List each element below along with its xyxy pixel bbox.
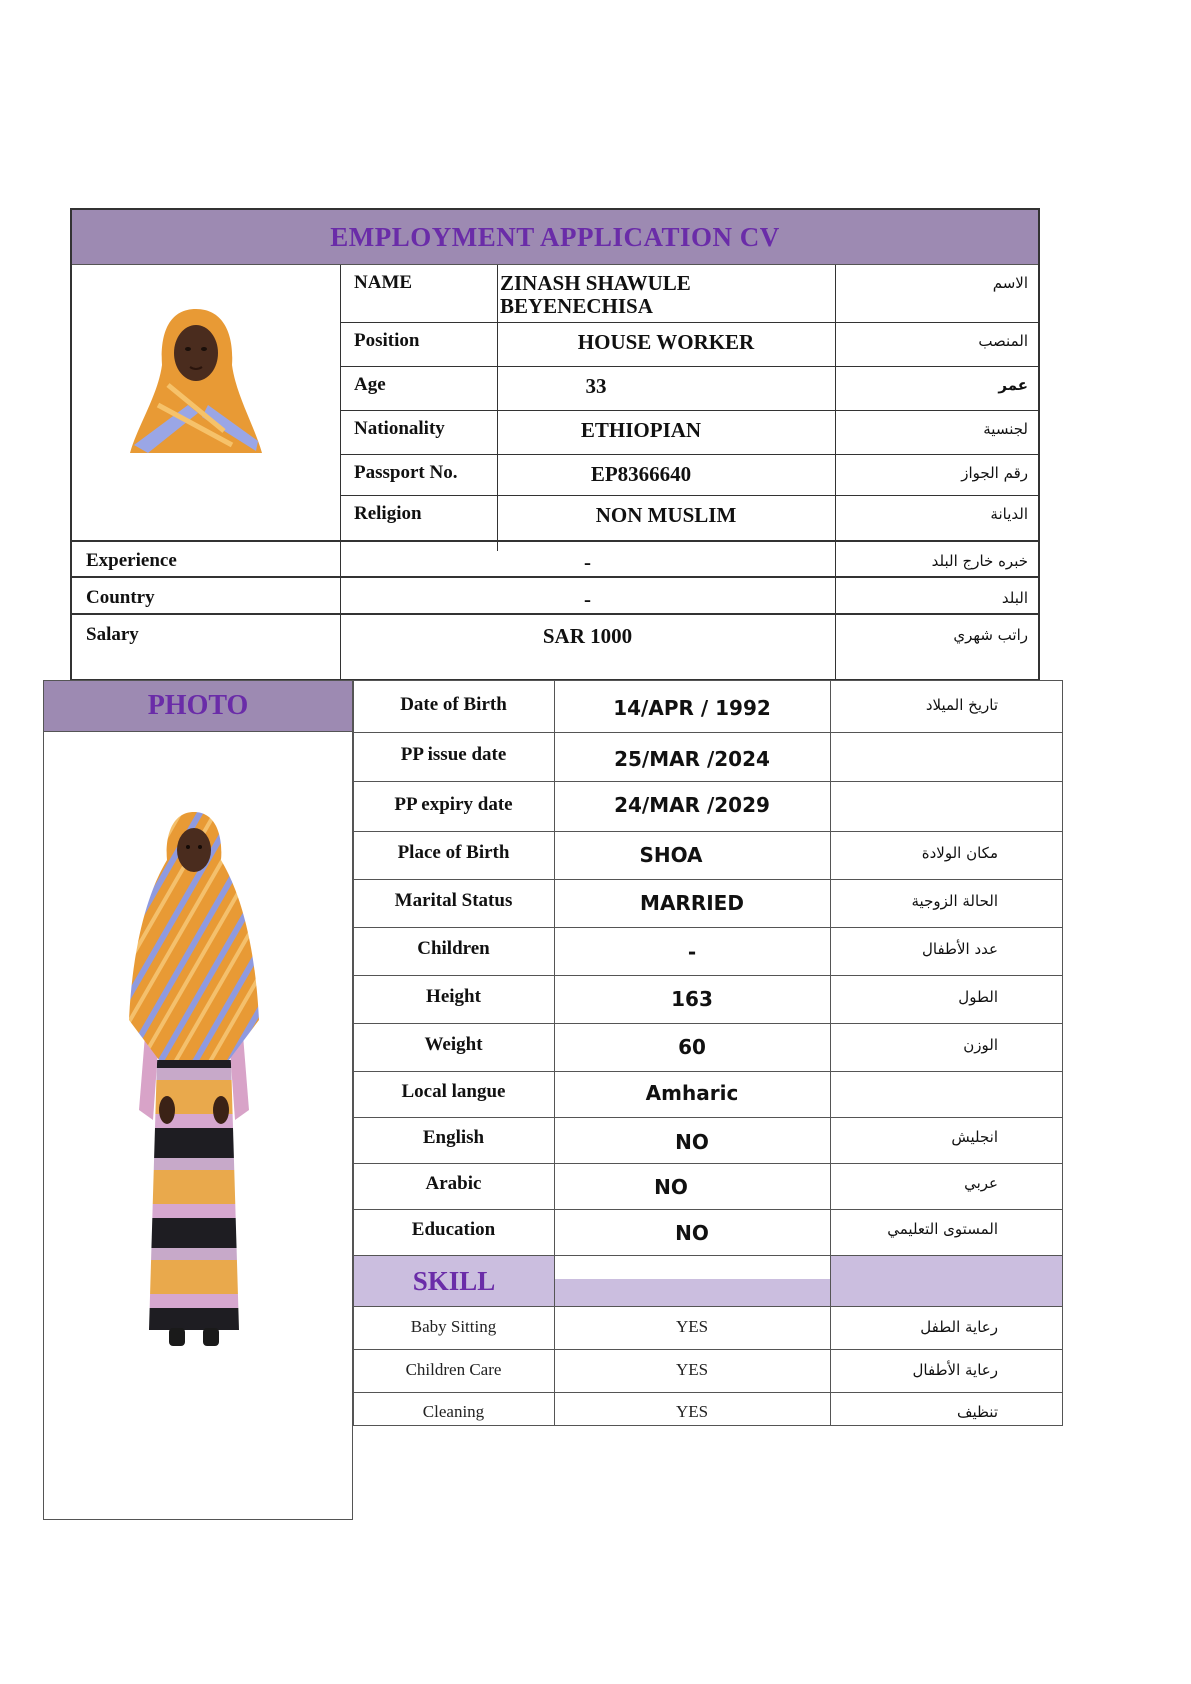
pob-label: Place of Birth — [397, 842, 510, 863]
skill-row-label: Children Care — [405, 1360, 502, 1379]
skill-row-value: YES — [675, 1317, 709, 1336]
pp-issue-value: 25/MAR /2024 — [614, 747, 770, 771]
skill-row-arabic: رعاية الطفل — [920, 1318, 998, 1336]
name-label: NAME — [354, 272, 413, 293]
personal-info-table — [70, 208, 1040, 681]
skill-header-band — [555, 1279, 830, 1306]
skill-row-value: YES — [675, 1360, 709, 1379]
marital-arabic: الحالة الزوجية — [911, 892, 998, 910]
name-value: ZINASH SHAWULE BEYENECHISA — [500, 271, 691, 318]
country-arabic: البلد — [1001, 589, 1028, 607]
dob-value: 14/APR / 1992 — [613, 696, 771, 720]
details-table — [43, 680, 1063, 1520]
height-arabic: الطول — [958, 988, 998, 1006]
arabic-label: Arabic — [425, 1173, 482, 1194]
marital-value: MARRIED — [640, 891, 744, 915]
position-value: HOUSE WORKER — [577, 330, 755, 354]
dob-arabic: تاريخ الميلاد — [925, 696, 998, 714]
arabic-value: NO — [654, 1175, 688, 1199]
passport-value: EP8366640 — [590, 462, 692, 486]
headshot-photo — [128, 305, 264, 455]
dob-label: Date of Birth — [400, 694, 507, 715]
pp-issue-label: PP issue date — [400, 744, 507, 765]
country-label: Country — [86, 587, 155, 608]
children-label: Children — [417, 938, 490, 959]
nationality-arabic: لجنسية — [983, 420, 1028, 438]
skill-row-label: Cleaning — [422, 1402, 485, 1421]
page-title: EMPLOYMENT APPLICATION CV — [330, 221, 780, 252]
height-value: 163 — [671, 987, 713, 1011]
marital-label: Marital Status — [394, 890, 513, 911]
weight-label: Weight — [424, 1034, 483, 1055]
passport-arabic: رقم الجواز — [961, 464, 1028, 482]
age-arabic: عمر — [998, 376, 1028, 394]
full-body-photo — [129, 810, 259, 1350]
weight-arabic: الوزن — [963, 1036, 998, 1054]
religion-arabic: الديانة — [990, 505, 1028, 523]
weight-value: 60 — [678, 1035, 706, 1059]
children-arabic: عدد الأطفال — [922, 940, 998, 958]
local-language-label: Local langue — [401, 1081, 506, 1102]
nationality-label: Nationality — [354, 418, 445, 439]
skill-header-label: SKILL — [412, 1265, 496, 1296]
skill-row-value: YES — [675, 1402, 709, 1421]
passport-label: Passport No. — [354, 462, 458, 483]
english-label: English — [422, 1127, 485, 1148]
skill-header-arabic-cell — [831, 1256, 1062, 1306]
education-value: NO — [675, 1221, 709, 1245]
salary-label: Salary — [86, 624, 139, 645]
pp-expiry-value: 24/MAR /2029 — [614, 793, 770, 817]
salary-value: SAR 1000 — [542, 624, 633, 648]
religion-value: NON MUSLIM — [595, 503, 737, 527]
experience-label: Experience — [86, 550, 177, 571]
country-value: - — [584, 587, 591, 611]
english-arabic: انجليش — [951, 1128, 998, 1146]
pp-expiry-label: PP expiry date — [394, 794, 513, 815]
arabic-arabic: عربي — [964, 1174, 998, 1192]
skill-row-label: Baby Sitting — [410, 1317, 497, 1336]
skill-header — [354, 1256, 554, 1306]
title-banner — [72, 210, 1038, 265]
position-arabic: المنصب — [978, 332, 1028, 350]
salary-arabic: راتب شهري — [953, 626, 1028, 644]
name-arabic: الاسم — [992, 274, 1028, 292]
photo-header — [43, 680, 353, 732]
education-arabic: المستوى التعليمي — [887, 1220, 998, 1238]
experience-value: - — [584, 550, 591, 574]
age-value: 33 — [585, 374, 607, 398]
children-value: - — [687, 940, 697, 964]
local-language-value: Amharic — [645, 1081, 739, 1105]
nationality-value: ETHIOPIAN — [580, 418, 702, 442]
position-label: Position — [354, 330, 420, 351]
experience-arabic: خبره خارج البلد — [931, 552, 1028, 570]
age-label: Age — [354, 374, 386, 395]
skill-row-arabic: رعاية الأطفال — [912, 1361, 998, 1379]
pob-arabic: مكان الولادة — [921, 844, 998, 862]
skill-row-arabic: تنظيف — [956, 1403, 998, 1421]
english-value: NO — [675, 1130, 709, 1154]
photo-header-label: PHOTO — [147, 690, 249, 721]
education-label: Education — [411, 1219, 496, 1240]
religion-label: Religion — [354, 503, 422, 524]
height-label: Height — [426, 986, 481, 1007]
pob-value: SHOA — [639, 843, 703, 867]
